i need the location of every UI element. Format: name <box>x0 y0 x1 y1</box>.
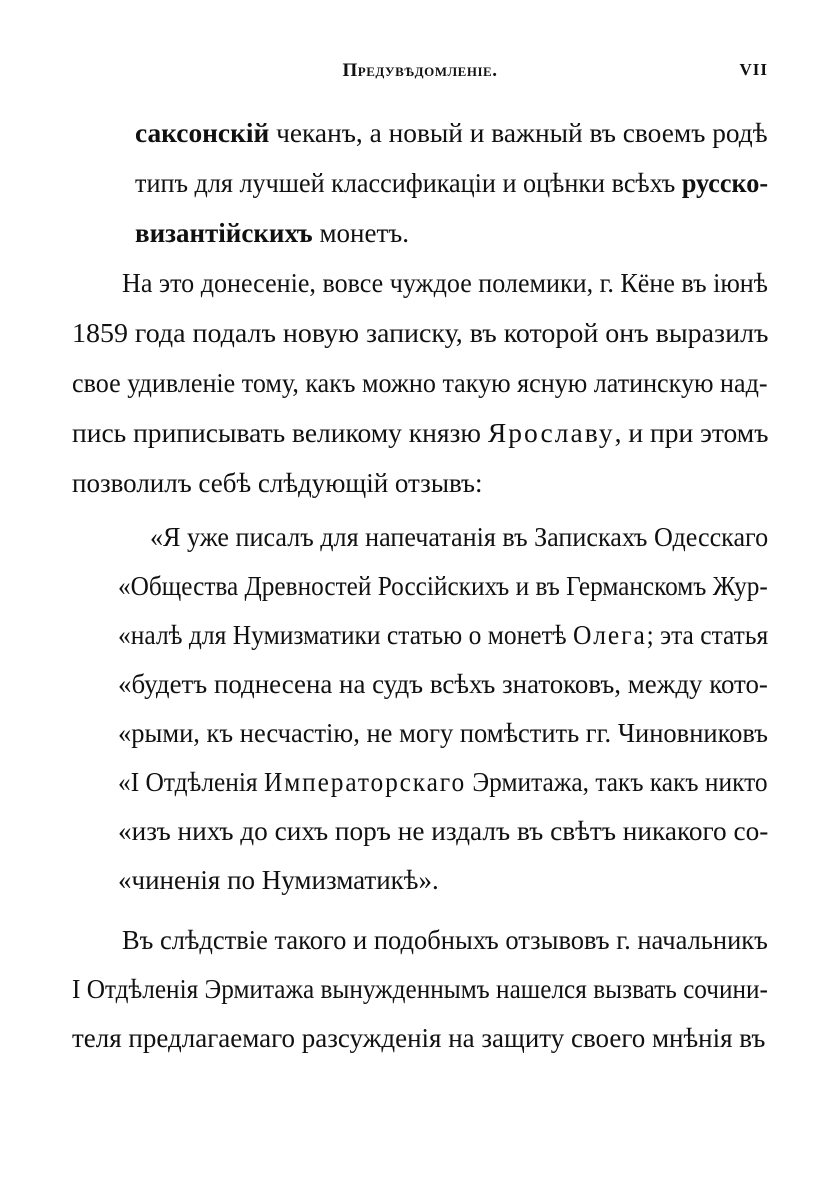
text-run: «чиненія по Нумизматикѣ». <box>118 865 439 895</box>
text-run: типъ для лучшей классификаціи и оцѣнки всѣхъ <box>135 168 682 198</box>
text-run: русско- <box>681 168 769 198</box>
text-line <box>118 761 768 803</box>
text-run: монетъ. <box>312 218 409 248</box>
text-run: саксонскій <box>135 118 270 148</box>
text-line <box>118 810 768 852</box>
text-run: «будетъ поднесена на судъ всѣхъ знатоковъ, между кото- <box>118 669 768 699</box>
text-run: «изъ нихъ до сихъ поръ не издалъ въ свѣтъ никакого со- <box>118 816 769 846</box>
text-line <box>122 262 768 304</box>
text-run: чеканъ, а новый и важный въ своемъ родѣ <box>269 118 768 148</box>
text-run: На это донесеніе, вовсе чуждое полемики, г. Кёне въ іюнѣ <box>122 268 768 298</box>
text-run: Ярославу <box>487 418 615 448</box>
text-line <box>135 112 768 154</box>
text-run: позволилъ себѣ слѣдующій отзывъ: <box>72 468 483 498</box>
text-line <box>72 462 483 504</box>
text-line <box>150 516 768 558</box>
text-run: «Я уже писалъ для напечатанія въ Запискахъ Одесскаго <box>150 522 769 552</box>
text-line <box>72 968 768 1010</box>
text-run: «I Отдѣленія <box>118 767 264 797</box>
text-run: Олега <box>572 620 647 650</box>
text-line <box>135 162 768 204</box>
text-run: Въ слѣдствіе такого и подобныхъ отзывовъ г. начальникъ <box>122 925 768 955</box>
running-head: Предувѣдомленіе. <box>342 60 498 81</box>
text-line <box>135 212 409 254</box>
text-run: , и при этомъ <box>614 418 769 448</box>
page-number: VII <box>739 60 768 79</box>
text-run: Императорскаго <box>263 767 467 797</box>
text-run: пись приписывать великому князю <box>72 418 488 448</box>
text-run: I Отдѣленія Эрмитажа вынужденнымъ нашелся вызвать сочини- <box>72 974 768 1004</box>
text-line <box>72 1017 765 1059</box>
text-line <box>118 712 768 754</box>
text-run: 1859 года подалъ новую записку, въ которой онъ выразилъ <box>72 318 769 348</box>
text-run: византійскихъ <box>135 218 313 248</box>
text-run: свое удивленіе тому, какъ можно такую ясную латинскую над- <box>72 368 768 398</box>
text-line <box>118 663 768 705</box>
text-run: теля предлагаемаго разсужденія на защиту своего мнѣнія въ <box>72 1023 766 1053</box>
page-header <box>70 60 770 90</box>
text-run: «налѣ для Нумизматики статью о монетѣ <box>118 620 573 650</box>
text-line <box>72 412 768 454</box>
text-line <box>72 312 768 354</box>
text-run: «Общества Древностей Россійскихъ и въ Германскомъ Жур- <box>118 571 768 601</box>
text-line <box>72 362 768 404</box>
text-line <box>122 919 768 961</box>
text-run: ; эта статья <box>646 620 769 650</box>
text-line <box>118 565 768 607</box>
text-run: Эрмитажа, такъ какъ никто <box>466 767 768 797</box>
text-line <box>118 614 768 656</box>
text-line <box>118 859 439 901</box>
text-run: «рыми, къ несчастію, не могу помѣстить гг. Чиновниковъ <box>118 718 768 748</box>
